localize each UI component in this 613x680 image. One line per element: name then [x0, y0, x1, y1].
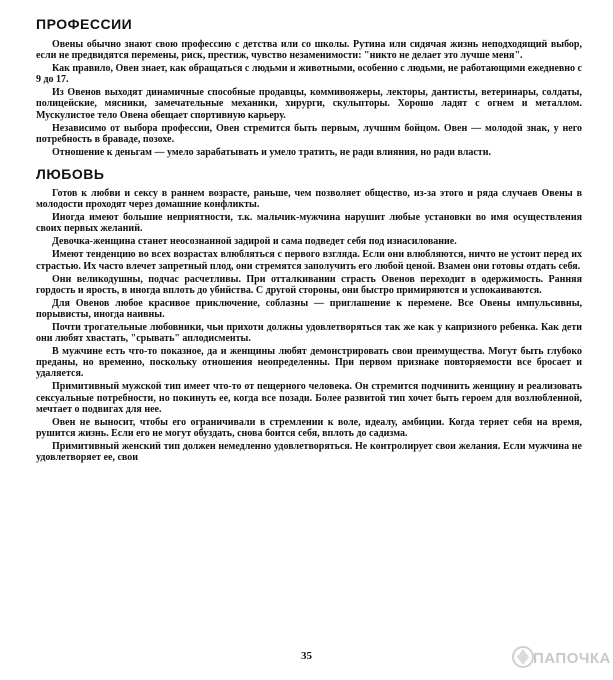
paragraph: Девочка-женщина станет неосознанной задирой и сама подведет себя под изнасилование.: [52, 236, 457, 248]
paragraph: Почти трогательные любовники, чьи прихоти должны удовлетворяться так же как у капризного ребенка. Как дети они любят хвастать, "срывать" аплодисменты.: [36, 321, 582, 345]
paragraph: Как правило, Овен знает, как обращаться с людьми и животными, особенно с людьми, не работающими ежедневно с 9 до 17.: [36, 63, 582, 86]
paragraph: Для Овенов любое красивое приключение, соблазны — приглашение к перемене. Все Овены импульсивны, порывисты, иногда наивны.: [36, 297, 582, 320]
paragraph: Примитивный мужской тип имеет что-то от пещерного человека. Он стремится подчинить женщину и реализовать сексуальные потребности, но покинуть ее, когда все позади. Более развитой тип хочет быть героем для возлюбленной, мечтает о подвигах для нее.: [36, 381, 582, 415]
watermark-logo: [511, 638, 611, 676]
paragraph: Независимо от выбора профессии, Овен стремится быть первым, лучшим бойцом. Овен — молодой знак, у него потребность в браваде, позохе.: [36, 122, 582, 145]
paragraph: Овены обычно знают свою профессию с детства или со школы. Рутина или сидячая жизнь неподходящий выбор, если не предвидятся перемены, риск, престиж, чувство незаменимости: "никто не делает это лучше меня".: [36, 39, 582, 62]
paragraph: Они великодушны, подчас расчетливы. При отталкивании страсть Овенов переходит в одержимость. Ранняя гордость и ярость, в иногда вплоть до убийства. С другой стороны, они быстро примиряются и успокаиваются.: [36, 273, 582, 296]
paragraph: Овен не выносит, чтобы его ограничивали в стремлении к воле, идеалу, амбиции. Когда теряет себя на время, рушится жизнь. Если его не могут обуздать, снова боится себя, вплоть до садизма.: [36, 416, 582, 439]
section-professions: [36, 16, 582, 158]
section-heading-professions: ПРОФЕССИИ: [36, 16, 133, 32]
paragraph: Примитивный женский тип должен немедленно удовлетворяться. Не контролирует свои желания. Если мужчина не удовлетворяет ее, свои: [36, 440, 582, 463]
section-heading-love: ЛЮБОВЬ: [36, 165, 105, 182]
paragraph: Готов к любви и сексу в раннем возрасте, раньше, чем позволяет общество, из-за этого и ряда случаев Овены в молодости проходят через домашние конфликты.: [36, 187, 582, 211]
watermark-text: ПАПОЧКА: [533, 650, 611, 667]
paragraph: Отношение к деньгам — умело зарабатывать и умело тратить, не ради влияния, но ради власти.: [52, 146, 491, 158]
page-content: [36, 16, 582, 465]
paragraph: Из Овенов выходят динамичные способные продавцы, коммивояжеры, лекторы, дантисты, ветеринары, солдаты, полицейские, мясники, замечательные механики, хирурги, скульпторы. Хорошо ладят с огнем и металлом. Мускулистое тело Овена обещает спортивную карьеру.: [36, 87, 582, 121]
paragraph: В мужчине есть что-то показное, да и женщины любят демонстрировать свои преимущества. Могут быть глубоко преданы, но временно, поскольку отношения неопределенны. При первом признаке повторяемости все бросает и удаляется.: [36, 346, 582, 380]
section-love: [36, 166, 582, 463]
paragraph: Имеют тенденцию во всех возрастах влюбляться с первого взгляда. Если они влюбляются, ничто не устоит перед их страстью. Их часто влечет запретный плод, они стремятся заполучить его любой ценой. Взамен они готовы отдать себя.: [36, 249, 582, 272]
page-number: 35: [301, 650, 312, 662]
paragraph: Иногда имеют большие неприятности, т.к. мальчик-мужчина нарушит любые установки во имя осуществления своих первых желаний.: [36, 212, 582, 235]
